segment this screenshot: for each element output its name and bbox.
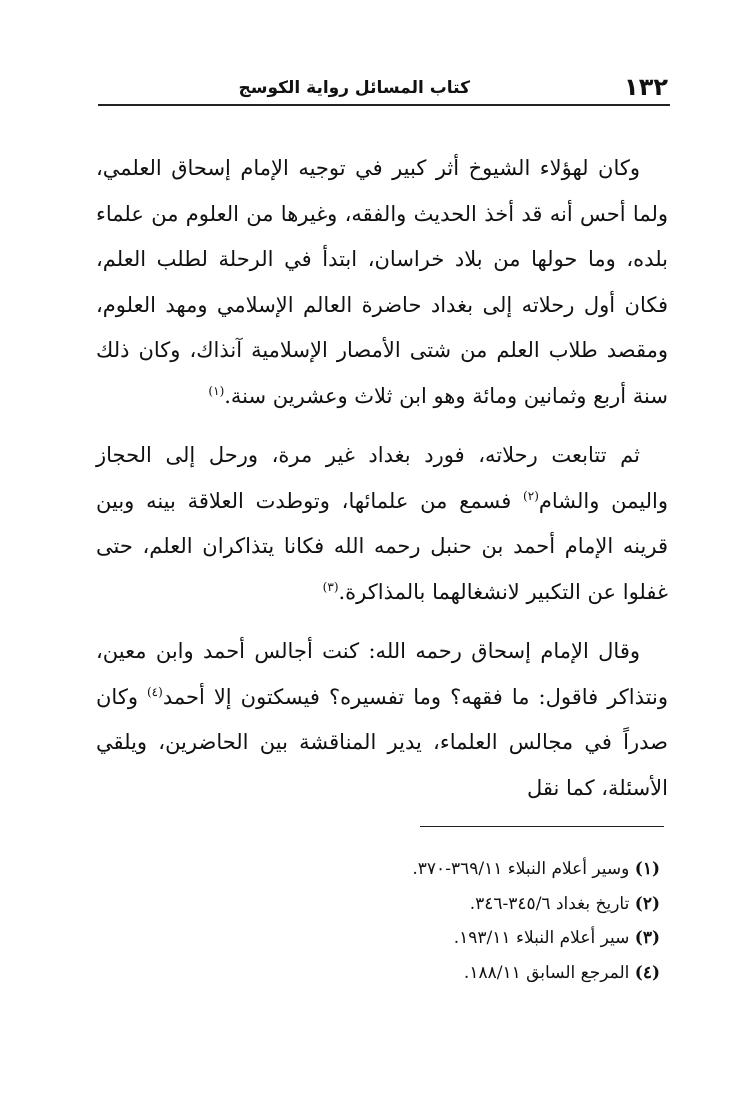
paragraph-3-text-b: وكان صدراً في مجالس العلماء، يدير المناقشة بين الحاضرين، ويلقي الأسئلة، كما نقل [96, 684, 668, 800]
header-rule [98, 104, 670, 106]
footnote-ref-4: (٤) [146, 684, 163, 699]
page-number: ١٣٢ [624, 73, 668, 101]
paragraph-1 [96, 146, 668, 419]
paragraph-1-text: وكان لهؤلاء الشيوخ أثر كبير في توجيه الإمام إسحاق العلمي، ولما أحس أنه قد أخذ الحديث والفقه، وغيرها من العلوم من علماء بلده، وما حولها من بلاد خراسان، ابتدأ في الرحلة لطلب العلم، فكان أول رحلاته إلى بغداد حاضرة العالم الإسلامي ومهد العلوم، ومقصد طلاب العلم من شتى الأمصار الإسلامية آنذاك، وكان ذلك سنة أربع وثمانين ومائة وهو ابن ثلاث وعشرين سنة. [96, 156, 668, 408]
footnote-1-number: (١) [634, 859, 660, 879]
footnote-ref-3: (٣) [322, 579, 339, 594]
body-text [96, 146, 668, 825]
paragraph-2-text-b: فسمع من علمائها، وتوطدت العلاقة بينه وبين قرينه الإمام أحمد بن حنبل رحمه الله فكانا يتذاكران العلم، حتى غفلوا عن التكبير لانشغالهما بالمذاكرة. [96, 488, 668, 604]
footnote-1-text: وسير أعلام النبلاء ٣٦٩/١١-٣٧٠. [412, 859, 630, 879]
footnote-2-number: (٢) [634, 893, 660, 914]
running-title: كتاب المسائل رواية الكوسج [238, 78, 470, 98]
footnote-1 [144, 852, 664, 887]
paragraph-2 [96, 433, 668, 615]
footnote-ref-2: (٢) [523, 488, 539, 503]
footnote-ref-1: (١) [208, 383, 225, 398]
footnote-4-text: المرجع السابق ١٨٨/١١. [463, 963, 630, 984]
footnote-3 [144, 921, 664, 956]
page-header [100, 72, 668, 102]
paragraph-2-text-a: ثم تتابعت رحلاته، فورد بغداد غير مرة، ورحل إلى الحجاز واليمن والشام [96, 443, 668, 513]
footnote-rule [420, 826, 664, 827]
footnote-3-number: (٣) [634, 928, 660, 949]
footnote-3-text: سير أعلام النبلاء ١٩٣/١١. [453, 928, 630, 949]
footnote-2-text: تاريخ بغداد ٣٤٥/٦-٣٤٦. [469, 893, 630, 914]
paragraph-3-text-a: وقال الإمام إسحاق رحمه الله: كنت أجالس أحمد وابن معين، ونتذاكر فاقول: ما فقهه؟ وما تفسيره؟ فيسكتون إلا أحمد [96, 639, 668, 709]
footnote-4-number: (٤) [634, 963, 660, 984]
paragraph-3 [96, 629, 668, 811]
footnote-2 [144, 887, 664, 922]
footnote-4 [144, 956, 664, 991]
footnotes [144, 852, 664, 991]
